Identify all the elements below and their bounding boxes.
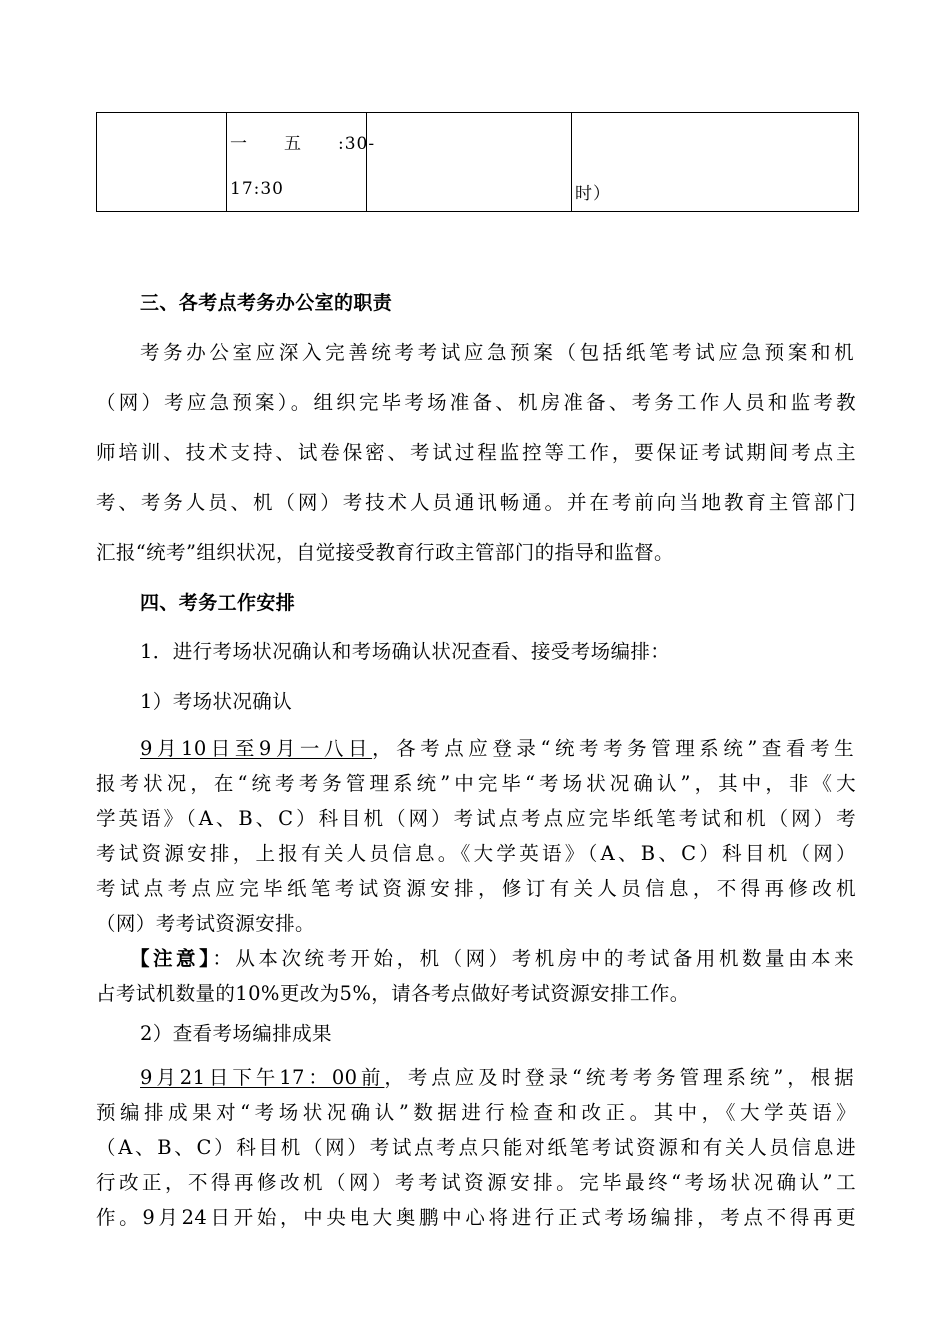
para-2-line-1 (140, 1064, 854, 1092)
table-cell-time (227, 113, 376, 212)
sub-item-1-title: 1）考场状况确认 (140, 690, 293, 713)
section-3-line: 汇报“统考”组织状况，自觉接受教育行政主管部门的指导和监督。 (96, 541, 674, 564)
date-range: 9月10日至9月一八日 (140, 737, 373, 760)
para-1-line: （网）考考试资源安排。 (96, 912, 315, 935)
para-2-line: （A、B、C）科目机（网）考试点考点只能对纸笔考试资源和有关人员信息进 (96, 1136, 856, 1159)
note-line: 时） (575, 184, 611, 204)
note-text: ：从本次统考开始，机（网）考机房中的考试备用机数量由本来 (212, 947, 854, 970)
para-1-line: 考试点考点应完毕纸笔考试资源安排，修订有关人员信息，不得再修改机 (96, 877, 856, 900)
note-line-2: 占考试机数量的10%更改为5%，请各考点做好考试资源安排工作。 (96, 982, 690, 1005)
para-1-text: ，各考点应登录“统考考务管理系统”查看考生 (372, 737, 854, 760)
schedule-table-fragment (96, 112, 859, 212)
section-4-heading: 四、考务工作安排 (140, 592, 296, 614)
para-1-line: 学英语》（A、B、C）科目机（网）考试点考点应完毕纸笔考试和机（网）考 (96, 807, 856, 830)
para-1-line: 考试资源安排，上报有关人员信息。《大学英语》（A、B、C）科目机（网） (96, 842, 856, 865)
note-label: 【注意】 (130, 947, 213, 970)
section-3-line: 考务办公室应深入完善统考考试应急预案（包括纸笔考试应急预案和机 (140, 341, 854, 364)
para-1-line-1 (140, 735, 854, 763)
table-cell (97, 113, 227, 212)
time-line-2: 17:30 (230, 179, 284, 199)
table-cell-note (572, 113, 859, 212)
time-line-1: 一 五 :30- (230, 134, 376, 154)
table-row (97, 113, 859, 212)
para-1-line: 报考状况，在“统考考务管理系统”中完毕“考场状况确认”，其中，非《大 (96, 772, 856, 795)
note-line-1 (130, 945, 854, 973)
section-3-line: 师培训、技术支持、试卷保密、考试过程监控等工作，要保证考试期间考点主 (96, 441, 856, 464)
section-3-heading: 三、各考点考务办公室的职责 (140, 292, 393, 314)
section-3-line: （网）考应急预案）。组织完毕考场准备、机房准备、考务工作人员和监考教 (96, 391, 856, 414)
sub-item-2-title: 2）查看考场编排成果 (140, 1022, 332, 1045)
para-2-line: 行改正，不得再修改机（网）考考试资源安排。完毕最终“考场状况确认”工 (96, 1171, 856, 1194)
para-2-text: ，考点应及时登录“统考考务管理系统”，根据 (384, 1066, 854, 1089)
section-3-line: 考、考务人员、机（网）考技术人员通讯畅通。并在考前向当地教育主管部门 (96, 491, 856, 514)
para-2-line: 作。9月24日开始，中央电大奥鹏中心将进行正式考场编排，考点不得再更 (96, 1206, 856, 1229)
table-cell (367, 113, 572, 212)
item-1-title: 1．进行考场状况确认和考场确认状况查看、接受考场编排： (140, 640, 671, 663)
deadline-date: 9月21日下午17：00前 (140, 1066, 385, 1089)
para-2-line: 预编排成果对“考场状况确认”数据进行检查和改正。其中，《大学英语》 (96, 1101, 856, 1124)
